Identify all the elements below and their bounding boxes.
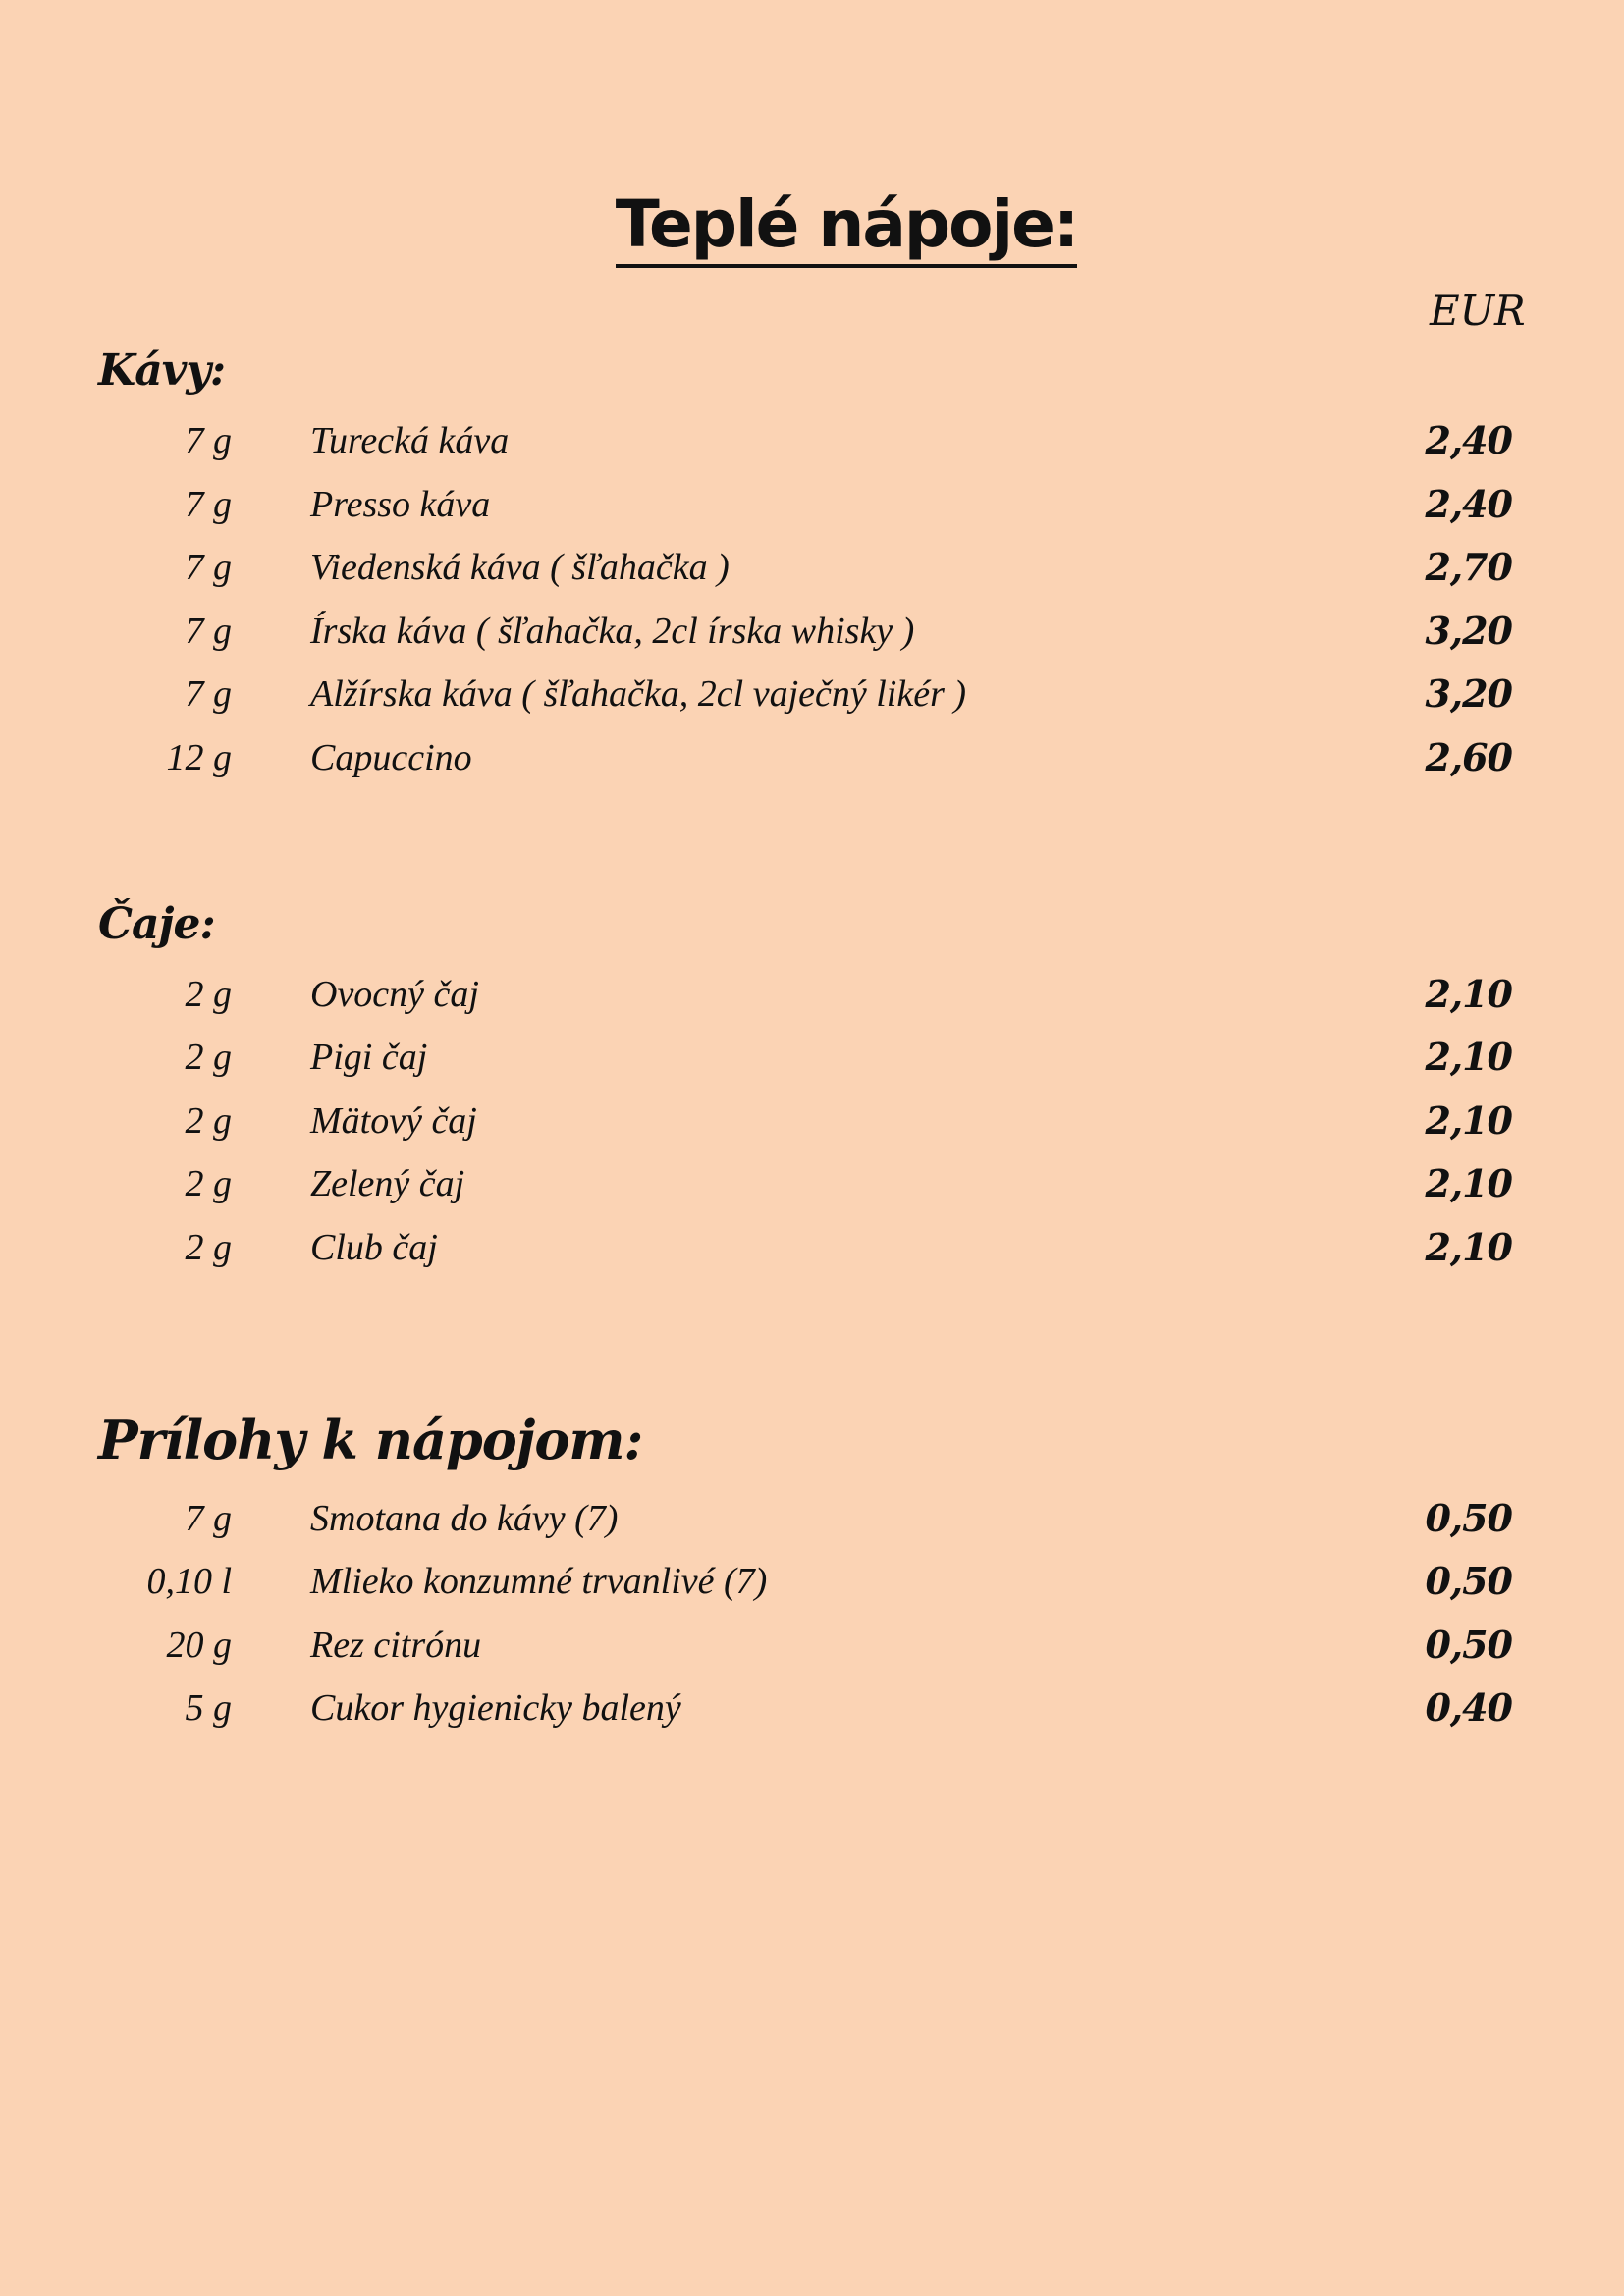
menu-item [0, 480, 1624, 529]
menu-item [0, 669, 1624, 719]
item-price: 0,50 [1425, 1496, 1512, 1540]
item-price: 2,40 [1425, 418, 1512, 462]
page-title [0, 187, 1624, 262]
item-quantity: 2 g [185, 974, 232, 1015]
item-quantity: 7 g [185, 673, 232, 715]
menu-item [0, 543, 1624, 592]
item-name: Ovocný čaj [310, 974, 479, 1015]
menu-item [0, 1096, 1624, 1146]
item-quantity: 7 g [185, 611, 232, 652]
item-quantity: 2 g [185, 1227, 232, 1268]
item-name: Alžírska káva ( šľahačka, 2cl vaječný likér ) [310, 673, 967, 715]
menu-item [0, 733, 1624, 782]
section-heading-coffee: Kávy: [98, 346, 226, 396]
section-heading-tea: Čaje: [98, 899, 215, 949]
menu-item [0, 1223, 1624, 1272]
item-quantity: 7 g [185, 1498, 232, 1539]
item-name: Presso káva [310, 484, 491, 525]
item-quantity: 20 g [166, 1625, 232, 1666]
menu-item [0, 1159, 1624, 1208]
item-price: 2,10 [1425, 1161, 1512, 1205]
item-name: Cukor hygienicky balený [310, 1687, 681, 1729]
item-quantity: 0,10 l [146, 1561, 232, 1602]
currency-label: EUR [1430, 287, 1526, 335]
menu-item [0, 1033, 1624, 1082]
item-name: Zelený čaj [310, 1163, 465, 1204]
item-quantity: 7 g [185, 420, 232, 461]
item-quantity: 2 g [185, 1100, 232, 1142]
item-quantity: 7 g [185, 547, 232, 588]
menu-item [0, 970, 1624, 1019]
section-heading-sides: Prílohy k nápojom: [98, 1409, 643, 1471]
item-price: 2,10 [1425, 1035, 1512, 1079]
item-name: Mätový čaj [310, 1100, 477, 1142]
menu-item [0, 1683, 1624, 1733]
item-price: 2,10 [1425, 1225, 1512, 1269]
item-price: 2,10 [1425, 1098, 1512, 1143]
item-quantity: 12 g [166, 737, 232, 778]
item-name: Club čaj [310, 1227, 438, 1268]
item-name: Capuccino [310, 737, 472, 778]
item-name: Smotana do kávy (7) [310, 1498, 619, 1539]
item-name: Viedenská káva ( šľahačka ) [310, 547, 730, 588]
item-price: 0,40 [1425, 1685, 1512, 1730]
item-price: 3,20 [1425, 671, 1512, 716]
item-price: 2,70 [1425, 545, 1512, 589]
item-price: 0,50 [1425, 1559, 1512, 1603]
item-quantity: 2 g [185, 1037, 232, 1078]
item-name: Pigi čaj [310, 1037, 428, 1078]
item-price: 2,60 [1425, 735, 1512, 779]
item-price: 2,40 [1425, 482, 1512, 526]
item-name: Írska káva ( šľahačka, 2cl írska whisky ) [310, 611, 915, 652]
item-price: 2,10 [1425, 972, 1512, 1016]
menu-item [0, 416, 1624, 465]
item-name: Turecká káva [310, 420, 510, 461]
menu-item [0, 607, 1624, 656]
menu-item [0, 1494, 1624, 1543]
item-quantity: 5 g [185, 1687, 232, 1729]
item-quantity: 2 g [185, 1163, 232, 1204]
menu-item [0, 1621, 1624, 1670]
item-price: 3,20 [1425, 609, 1512, 653]
item-price: 0,50 [1425, 1623, 1512, 1667]
page-title-text: Teplé nápoje: [616, 187, 1078, 268]
item-quantity: 7 g [185, 484, 232, 525]
item-name: Mlieko konzumné trvanlivé (7) [310, 1561, 768, 1602]
menu-item [0, 1557, 1624, 1606]
item-name: Rez citrónu [310, 1625, 482, 1666]
